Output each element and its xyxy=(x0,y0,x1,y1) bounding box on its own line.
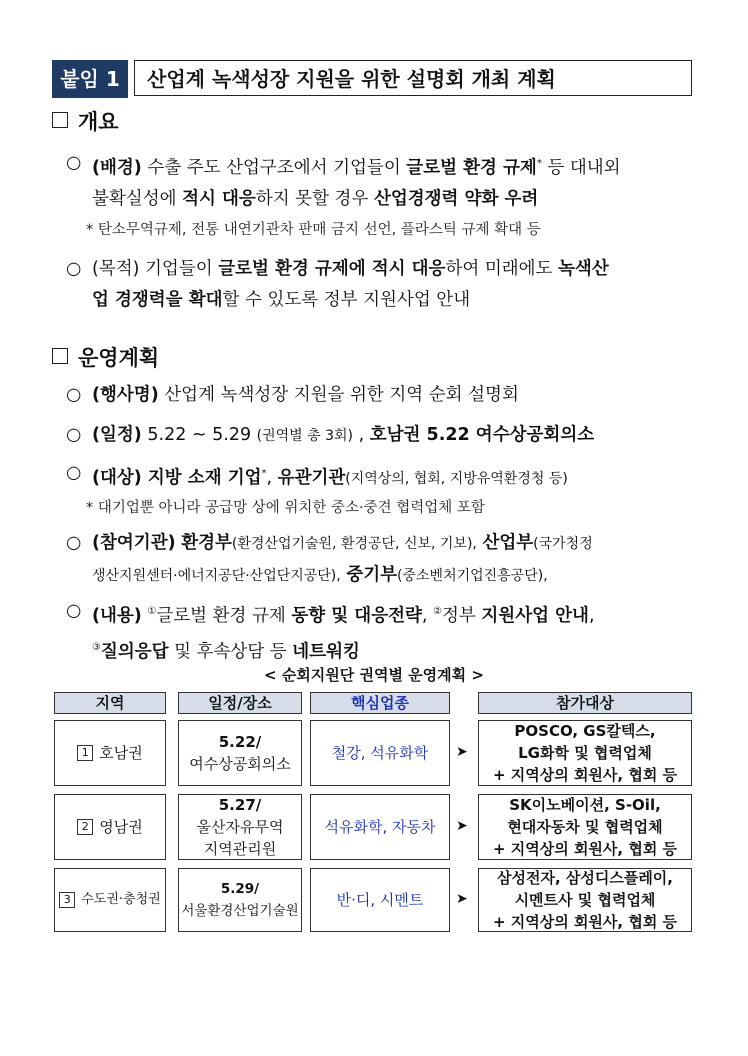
table-caption: < 순회지원단 권역별 운영계획 > xyxy=(264,666,484,684)
plan-event: ○ (행사명) 산업계 녹색성장 지원을 위한 지역 순회 설명회 xyxy=(66,380,706,411)
attachment-badge: 붙임 1 xyxy=(52,60,128,98)
circle-bullet-icon: ○ xyxy=(66,533,82,553)
header-schedule: 일정/장소 xyxy=(178,692,302,714)
table-row-region: 1 호남권 xyxy=(54,720,166,786)
table-row-participants: SK이노베이션, S-Oil, 현대자동차 및 협력업체 + 지역상의 회원사, 협회 등 xyxy=(478,794,692,860)
circle-bullet-icon: ○ xyxy=(66,153,82,173)
table-row-schedule: 5.29/ 서울환경산업기술원 xyxy=(178,868,302,932)
overview-purpose: ○ (목적) 기업들이 글로벌 환경 규제에 적시 대응하여 미래에도 녹색산 업 경쟁력을 확대할 수 있도록 정부 지원사업 안내 xyxy=(66,254,706,316)
table-row-region: 2 영남권 xyxy=(54,794,166,860)
circle-bullet-icon: ○ xyxy=(66,463,82,483)
table-row-schedule: 5.22/ 여수상공회의소 xyxy=(178,720,302,786)
page-title: 산업계 녹색성장 지원을 위한 설명회 개최 계획 xyxy=(134,60,692,96)
arrow-right-icon: ➤ xyxy=(456,818,468,834)
overview-note: * 탄소무역규제, 전통 내연기관차 판매 금지 선언, 플라스틱 규제 확대 등 xyxy=(86,222,541,238)
table-row-participants: 삼성전자, 삼성디스플레이, 시멘트사 및 협력업체 + 지역상의 회원사, 협회 등 xyxy=(478,868,692,932)
table-row-industry: 철강, 석유화학 xyxy=(310,720,450,786)
table-row-region: 3 수도권·충청권 xyxy=(54,868,166,932)
section-overview-heading: 개요 xyxy=(52,106,119,136)
target-note: * 대기업뿐 아니라 공급망 상에 위치한 중소·중견 협력업체 포함 xyxy=(86,500,485,516)
plan-target: ○ (대상) 지방 소재 기업*, 유관기관(지역상의, 협회, 지방유역환경청 등) xyxy=(66,458,706,495)
plan-schedule: ○ (일정) 5.22 ~ 5.29 (권역별 총 3회) , 호남권 5.22 여수상공회의소 xyxy=(66,420,706,452)
arrow-right-icon: ➤ xyxy=(456,744,468,760)
table-row-industry: 석유화학, 자동차 xyxy=(310,794,450,860)
table-row-participants: POSCO, GS칼텍스, LG화학 및 협력업체 + 지역상의 회원사, 협회 등 xyxy=(478,720,692,786)
plan-participants: ○ (참여기관) 환경부(환경산업기술원, 환경공단, 신보, 기보), 산업부(국가청정 생산지원센터·에너지공단·산업단지공단), 중기부(중소벤처기업진흥공단), xyxy=(66,528,706,592)
circle-bullet-icon: ○ xyxy=(66,259,82,279)
header-participants: 참가대상 xyxy=(478,692,692,714)
circle-bullet-icon: ○ xyxy=(66,601,82,621)
table-row-schedule: 5.27/ 울산자유무역 지역관리원 xyxy=(178,794,302,860)
header-industry: 핵심업종 xyxy=(310,692,450,714)
table-row-industry: 반·디, 시멘트 xyxy=(310,868,450,932)
circle-bullet-icon: ○ xyxy=(66,385,82,405)
section-plan-heading: 운영계획 xyxy=(52,342,159,372)
overview-background: ○ (배경) 수출 주도 산업구조에서 기업들이 글로벌 환경 규제* 등 대내외 불확실성에 적시 대응하지 못할 경우 산업경쟁력 약화 우려 xyxy=(66,148,706,215)
square-bullet-icon xyxy=(52,112,68,128)
circle-bullet-icon: ○ xyxy=(66,425,82,445)
arrow-right-icon: ➤ xyxy=(456,891,468,907)
plan-content: ○ (내용) ①글로벌 환경 규제 동향 및 대응전략, ②정부 지원사업 안내, ③질의응답 및 후속상담 등 네트워킹 xyxy=(66,596,706,668)
header-region: 지역 xyxy=(54,692,166,714)
square-bullet-icon xyxy=(52,348,68,364)
